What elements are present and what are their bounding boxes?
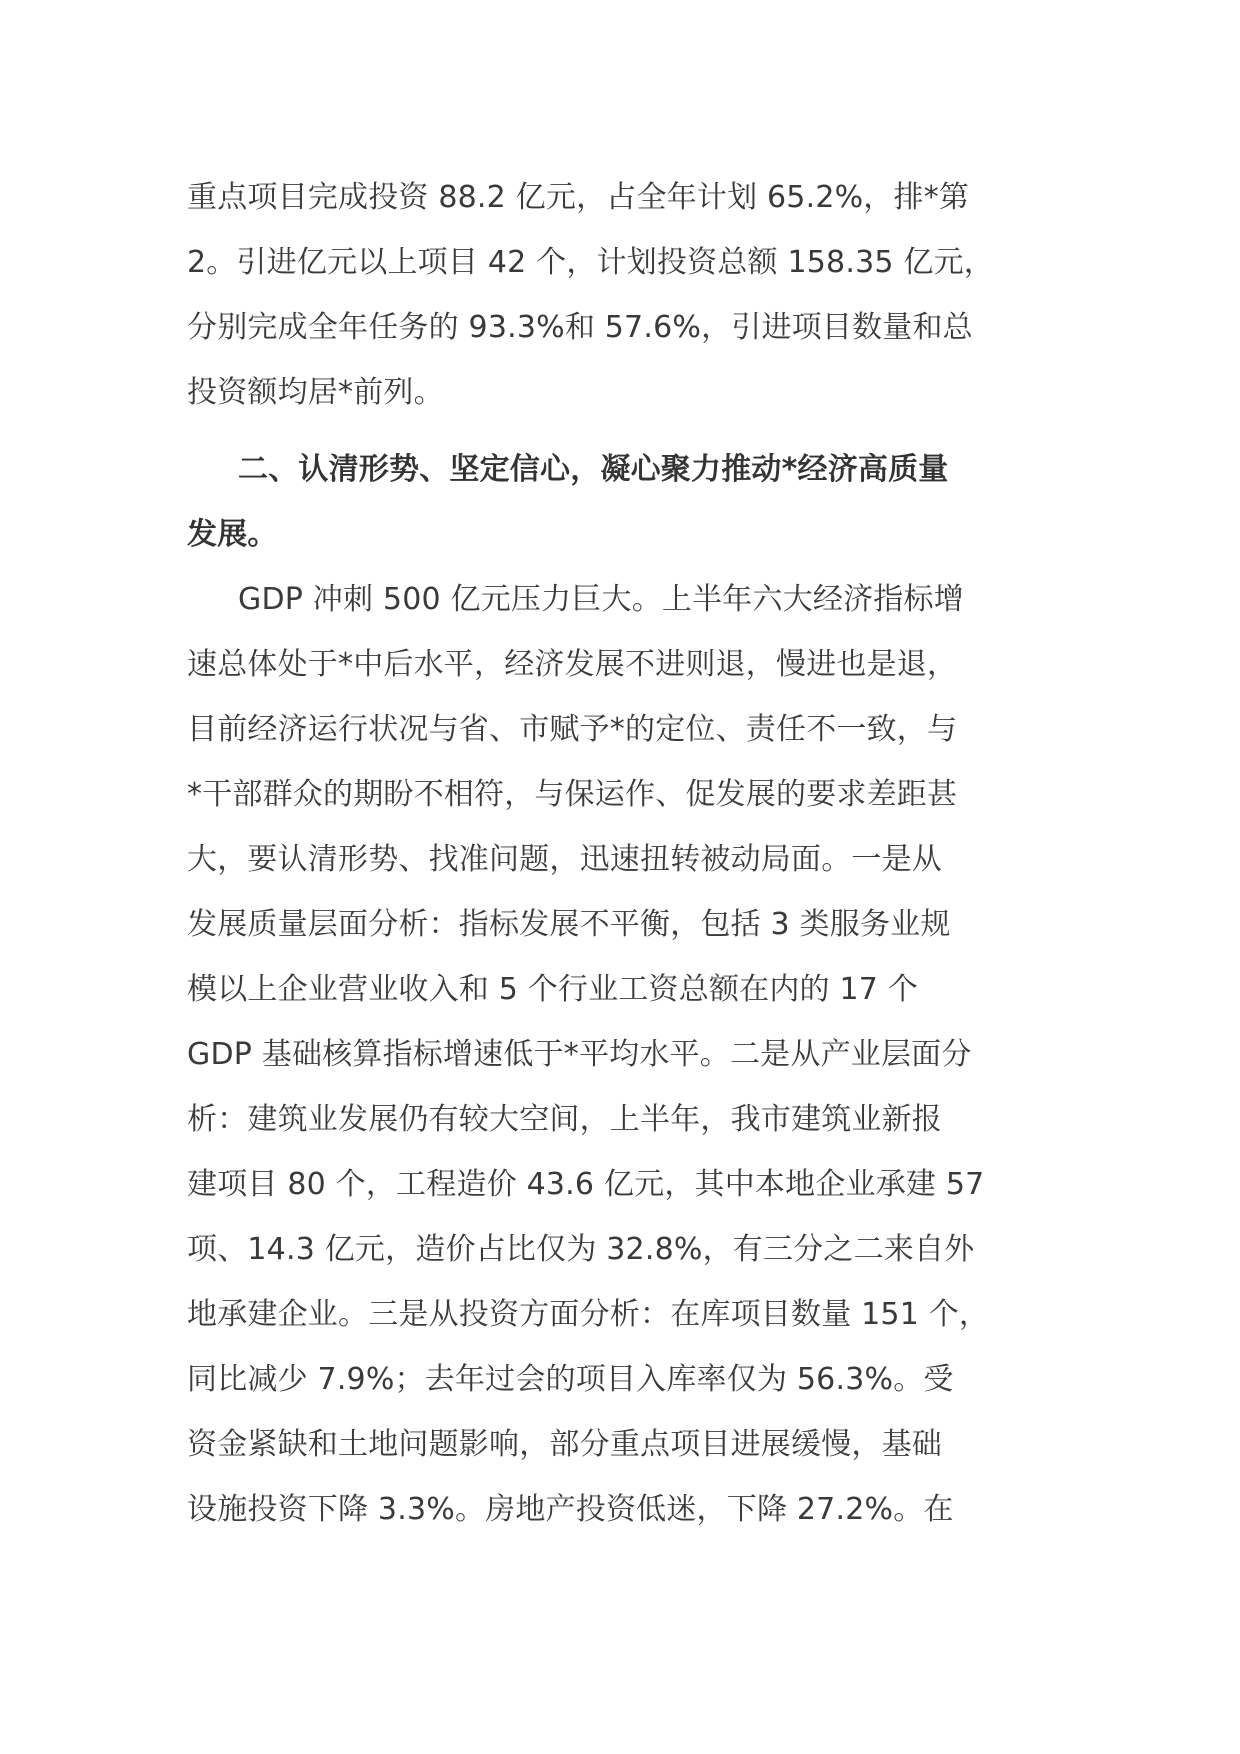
text-line: 重点项目完成投资 88.2 亿元，占全年计划 65.2%，排*第	[187, 180, 970, 215]
text-line: 速总体处于*中后水平，经济发展不进则退，慢进也是退，	[187, 647, 958, 682]
text-line: 分别完成全年任务的 93.3%和 57.6%，引进项目数量和总	[187, 310, 973, 345]
text-line: 目前经济运行状况与省、市赋予*的定位、责任不一致，与	[187, 712, 958, 747]
text-line: 地承建企业。三是从投资方面分析：在库项目数量 151 个，	[187, 1297, 990, 1332]
text-line: 2。引进亿元以上项目 42 个，计划投资总额 158.35 亿元，	[187, 245, 994, 280]
paragraph-investment-summary	[187, 165, 1067, 425]
text-line: 同比减少 7.9%；去年过会的项目入库率仅为 56.3%。受	[187, 1362, 954, 1397]
heading-line: 二、认清形势、坚定信心，凝心聚力推动*经济高质量	[238, 452, 949, 487]
text-line: 发展质量层面分析：指标发展不平衡，包括 3 类服务业规	[187, 907, 951, 942]
text-line: 资金紧缺和土地问题影响，部分重点项目进展缓慢，基础	[187, 1427, 942, 1462]
text-line: 建项目 80 个，工程造价 43.6 亿元，其中本地企业承建 57	[187, 1167, 985, 1202]
text-line: 设施投资下降 3.3%。房地产投资低迷，下降 27.2%。在	[187, 1492, 954, 1527]
text-line: 析：建筑业发展仍有较大空间，上半年，我市建筑业新报	[187, 1102, 942, 1137]
text-line: 投资额均居*前列。	[187, 375, 444, 410]
text-line: GDP 冲刺 500 亿元压力巨大。上半年六大经济指标增	[238, 582, 964, 617]
text-line: 大，要认清形势、找准问题，迅速扭转被动局面。一是从	[187, 842, 942, 877]
text-line: 模以上企业营业收入和 5 个行业工资总额在内的 17 个	[187, 972, 919, 1007]
heading-line: 发展。	[187, 517, 278, 552]
text-line: GDP 基础核算指标增速低于*平均水平。二是从产业层面分	[187, 1037, 972, 1072]
document-body	[187, 165, 1067, 1542]
text-line: 项、14.3 亿元，造价占比仅为 32.8%，有三分之二来自外	[187, 1232, 975, 1267]
text-line: *干部群众的期盼不相符，与保运作、促发展的要求差距甚	[187, 777, 958, 812]
paragraph-situation-analysis	[187, 567, 1067, 1542]
section-heading	[187, 437, 1067, 567]
